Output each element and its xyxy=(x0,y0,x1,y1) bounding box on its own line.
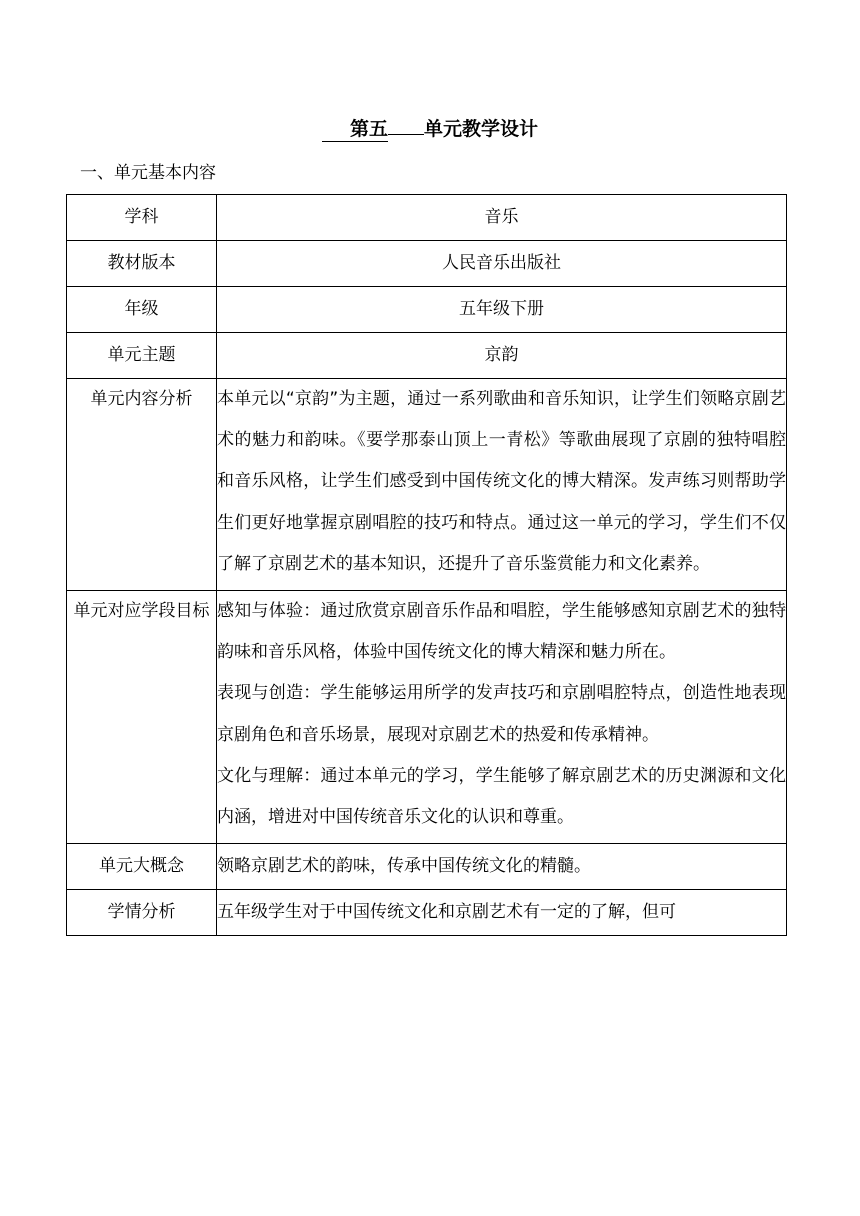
theme-label-cell xyxy=(67,333,217,379)
goals-label: 单元对应学段目标 xyxy=(73,601,210,622)
table-row-theme xyxy=(67,333,787,379)
subject-label: 学科 xyxy=(124,207,159,227)
grade-label: 年级 xyxy=(124,299,159,319)
section-heading: 一、单元基本内容 xyxy=(80,163,216,183)
edition-value-cell xyxy=(217,241,787,287)
edition-label: 教材版本 xyxy=(107,253,176,273)
big-concept-label-cell xyxy=(67,844,217,890)
title-text: 单元教学设计 xyxy=(424,118,539,140)
learner-analysis-value: 五年级学生对于中国传统文化和京剧艺术有一定的了解，但可 xyxy=(217,902,676,923)
grade-value-cell xyxy=(217,287,787,333)
goal-culture: 文化与理解：通过本单元的学习，学生能够了解京剧艺术的历史渊源和文化内涵，增进对中国传统音乐文化的认识和尊重。 xyxy=(217,765,786,828)
big-concept-value: 领略京剧艺术的韵味，传承中国传统文化的精髓。 xyxy=(217,856,591,877)
subject-label-cell xyxy=(67,195,217,241)
edition-value: 人民音乐出版社 xyxy=(442,253,561,273)
goals-label-cell xyxy=(67,591,217,844)
table-row-subject xyxy=(67,195,787,241)
goal-perception: 感知与体验：通过欣赏京剧音乐作品和唱腔，学生能够感知京剧艺术的独特韵味和音乐风格，体验中国传统文化的博大精深和魅力所在。 xyxy=(217,601,786,663)
theme-value-cell xyxy=(217,333,787,379)
table-row-grade xyxy=(67,287,787,333)
table-row-edition xyxy=(67,241,787,287)
subject-value-cell xyxy=(217,195,787,241)
goals-value-cell xyxy=(217,591,787,844)
learner-analysis-label: 学情分析 xyxy=(107,902,176,923)
grade-value: 五年级下册 xyxy=(459,299,544,319)
grade-label-cell xyxy=(67,287,217,333)
goal-expression: 表现与创造：学生能够运用所学的发声技巧和京剧唱腔特点，创造性地表现京剧角色和音乐场景，展现对京剧艺术的热爱和传承精神。 xyxy=(217,683,786,745)
subject-value: 音乐 xyxy=(484,207,519,227)
theme-label: 单元主题 xyxy=(107,345,176,365)
learner-analysis-value-cell xyxy=(217,890,787,936)
content-analysis-value-cell xyxy=(217,379,787,591)
theme-value: 京韵 xyxy=(484,345,519,365)
title-unit-number: 第五 xyxy=(322,117,388,142)
big-concept-label: 单元大概念 xyxy=(99,856,184,877)
page-title xyxy=(0,116,860,142)
unit-info-table xyxy=(66,194,787,936)
edition-label-cell xyxy=(67,241,217,287)
table-row-big-concept xyxy=(67,844,787,890)
content-analysis-label-cell xyxy=(67,379,217,591)
table-row-content-analysis xyxy=(67,379,787,591)
content-analysis-text: 本单元以“京韵”为主题，通过一系列歌曲和音乐知识，让学生们领略京剧艺术的魅力和韵味。《要学那泰山顶上一青松》等歌曲展现了京剧的独特唱腔和音乐风格，让学生们感受到中国传统文化的博大精深。发声练习则帮助学生们更好地掌握京剧唱腔的技巧和特点。通过这一单元的学习，学生们不仅了解了京剧艺术的基本知识，还提升了音乐鉴赏能力和文化素养。 xyxy=(217,389,786,574)
table-row-goals xyxy=(67,591,787,844)
table-row-learner-analysis xyxy=(67,890,787,936)
big-concept-value-cell xyxy=(217,844,787,890)
title-blank-underline xyxy=(388,134,424,135)
learner-analysis-label-cell xyxy=(67,890,217,936)
content-analysis-label: 单元内容分析 xyxy=(90,389,193,409)
